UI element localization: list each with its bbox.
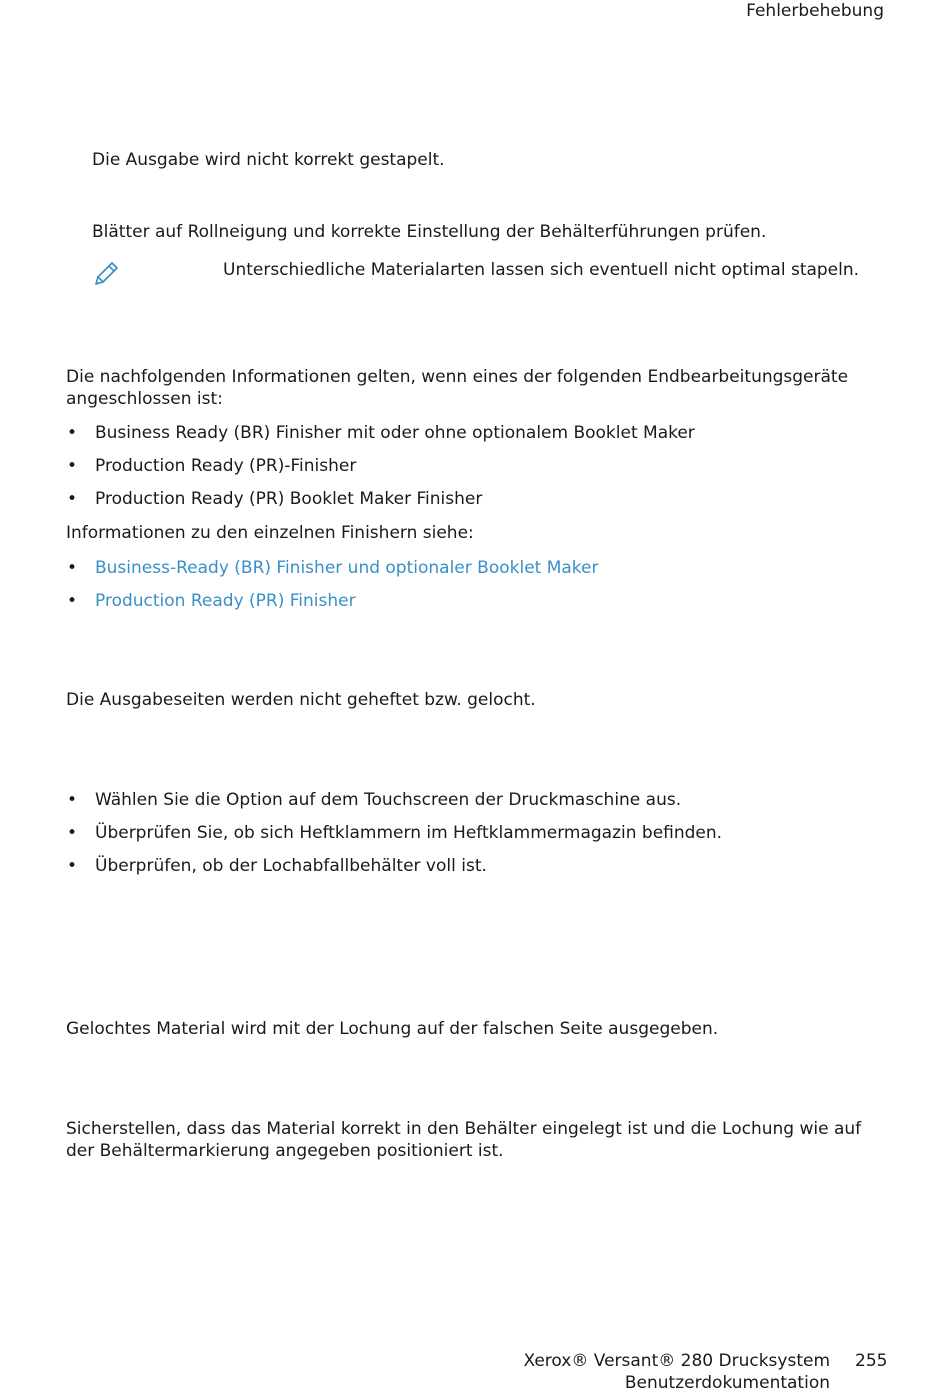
- device-label: Production Ready (PR) Booklet Maker Finisher: [95, 489, 483, 509]
- list-item: [66, 557, 886, 590]
- page-number: 255: [855, 1351, 888, 1371]
- list-item: [66, 822, 886, 855]
- bullet: •: [67, 823, 78, 843]
- running-header: Fehlerbehebung: [746, 1, 884, 21]
- list-item: [66, 789, 886, 822]
- punching-solution: Sicherstellen, dass das Material korrekt in den Behälter eingelegt ist und die Lochung wie auf der Behältermarkierung angegeben positioniert ist.: [66, 1119, 862, 1161]
- footer-product: Xerox® Versant® 280 Drucksystem: [523, 1351, 830, 1371]
- bullet: •: [67, 591, 78, 611]
- step-text: Überprüfen Sie, ob sich Heftklammern im Heftklammermagazin befinden.: [95, 823, 723, 843]
- list-item: [66, 855, 886, 888]
- list-item: [66, 590, 886, 623]
- stacking-note: Unterschiedliche Materialarten lassen sich eventuell nicht optimal stapeln.: [223, 260, 860, 280]
- device-label: Production Ready (PR)-Finisher: [95, 456, 357, 476]
- bullet: •: [67, 558, 78, 578]
- bullet: •: [67, 456, 78, 476]
- punching-problem: Gelochtes Material wird mit der Lochung auf der falschen Seite ausgegeben.: [66, 1019, 719, 1039]
- list-item: [66, 488, 886, 521]
- stapling-steps: [66, 789, 886, 888]
- step-text: Wählen Sie die Option auf dem Touchscreen der Druckmaschine aus.: [95, 790, 682, 810]
- pencil-icon: [90, 258, 122, 290]
- link-pr-finisher[interactable]: Production Ready (PR) Finisher: [95, 591, 356, 611]
- bullet: •: [67, 423, 78, 443]
- stapling-problem: Die Ausgabeseiten werden nicht geheftet bzw. gelocht.: [66, 690, 536, 710]
- finisher-intro: Die nachfolgenden Informationen gelten, wenn eines der folgenden Endbearbeitungsgeräte angeschlossen ist:: [66, 367, 849, 409]
- stacking-solution: Blätter auf Rollneigung und korrekte Einstellung der Behälterführungen prüfen.: [92, 222, 767, 242]
- bullet: •: [67, 790, 78, 810]
- bullet: •: [67, 489, 78, 509]
- list-item: [66, 455, 886, 488]
- finisher-link-list: [66, 557, 886, 623]
- finisher-device-list: [66, 422, 886, 521]
- device-label: Business Ready (BR) Finisher mit oder ohne optionalem Booklet Maker: [95, 423, 695, 443]
- link-br-finisher[interactable]: Business-Ready (BR) Finisher und optionaler Booklet Maker: [95, 558, 599, 578]
- list-item: [66, 422, 886, 455]
- step-text: Überprüfen, ob der Lochabfallbehälter voll ist.: [95, 856, 487, 876]
- bullet: •: [67, 856, 78, 876]
- footer-document: Benutzerdokumentation: [624, 1373, 830, 1393]
- finisher-see-also: Informationen zu den einzelnen Finishern siehe:: [66, 523, 474, 543]
- stacking-problem: Die Ausgabe wird nicht korrekt gestapelt.: [92, 150, 445, 170]
